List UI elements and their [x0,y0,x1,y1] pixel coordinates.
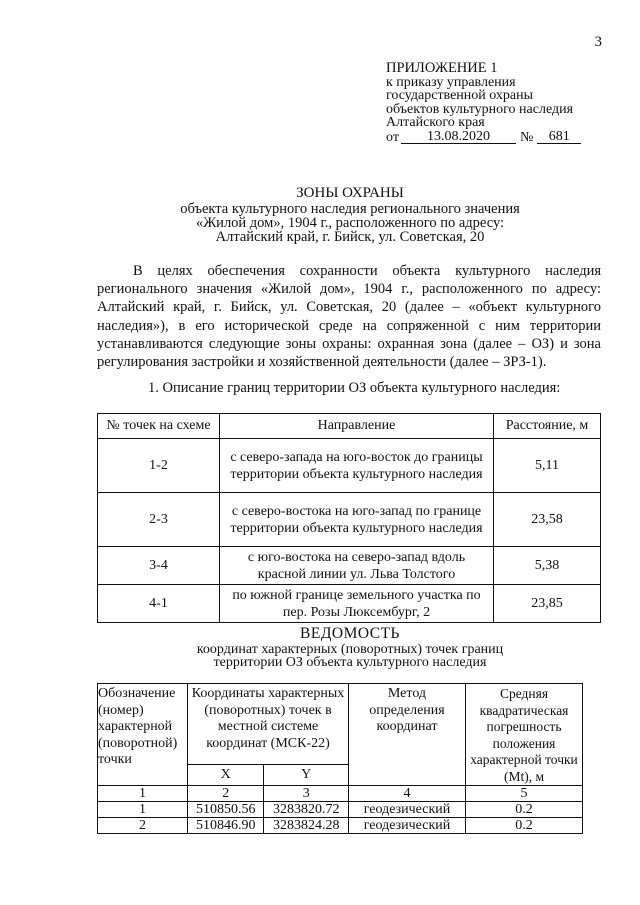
cell-error: 0.2 [466,802,583,818]
col-number: 3 [264,786,349,802]
vedomost-title: ВЕДОМОСТЬ [300,625,400,642]
page-number: 3 [594,34,602,50]
table-row [98,493,601,547]
cell-distance: 23,58 [494,493,601,547]
col-number: 2 [188,786,264,802]
boundary-table [97,413,601,623]
cell-point: 1 [98,802,188,818]
order-date-line [386,130,606,145]
cell-method: геодезический [349,802,466,818]
col-number: 1 [98,786,188,802]
vedomost-line: территории ОЗ объекта культурного наследия [213,655,487,670]
header-x: X [188,765,264,786]
cell-method: геодезический [349,818,466,834]
vedomost-heading [100,627,600,670]
table-row [98,802,583,818]
col-number: 4 [349,786,466,802]
appendix-title: ПРИЛОЖЕНИЕ 1 [386,60,498,76]
cell-distance: 23,85 [494,585,601,623]
header-y: Y [264,765,349,786]
cell-x: 510846.90 [188,818,264,834]
cell-points: 2-3 [98,493,220,547]
appendix-line: к приказу управления [386,74,516,90]
appendix-line: государственной охраны [386,88,534,103]
cell-distance: 5,11 [494,439,601,493]
cell-error: 0.2 [466,818,583,834]
cell-points: 1-2 [98,439,220,493]
appendix-line: объектов культурного наследия [386,101,574,117]
cell-distance: 5,38 [494,547,601,585]
cell-direction: с северо-востока на юго-запад по границе территории объекта культурного наследия [220,493,494,547]
table-header-row [98,414,601,439]
table-row [98,818,583,834]
column-number-row [98,786,583,802]
coordinates-table [97,683,583,834]
header-direction: Направление [220,414,494,439]
header-points: № точек на схеме [98,414,220,439]
heading-title: ЗОНЫ ОХРАНЫ [296,185,404,201]
from-label: от [386,129,399,145]
section-title: 1. Описание границ территории ОЗ объекта культурного наследия: [148,380,561,396]
number-sign: № [519,129,534,145]
appendix-line: Алтайского края [386,115,485,130]
cell-direction: с северо-запада на юго-восток до границы территории объекта культурного наследия [220,439,494,493]
table-row [98,547,601,585]
cell-points: 4-1 [98,585,220,623]
heading-line: «Жилой дом», 1904 г., расположенного по адресу: [195,215,505,231]
header-distance: Расстояние, м [494,414,601,439]
cell-point: 2 [98,818,188,834]
order-number: 681 [537,130,581,145]
table-row [98,439,601,493]
cell-y: 3283820.72 [264,802,349,818]
header-designation: Обозначение (номер) характерной (поворотной) точки [98,684,188,786]
header-method: Метод определения координат [349,684,466,786]
cell-points: 3-4 [98,547,220,585]
appendix-block [386,62,606,144]
cell-direction: с юго-востока на северо-запад вдоль красной линии ул. Льва Толстого [220,547,494,585]
order-date: 13.08.2020 [401,130,516,145]
table-row [98,585,601,623]
intro-paragraph: В целях обеспечения сохранности объекта культурного наследия регионального значения «Жилой дом», 1904 г., расположенного по адресу: Алтайский край, г. Бийск, ул. Советская, 20 (далее – «объект культурного наследия»), в его исторической среде на сопряженной с ним территории устанавливаются следующие зоны охраны: охранная зона (далее – ОЗ) и зона регулирования застройки и хозяйственной деятельности (далее – ЗРЗ-1). [97,263,601,371]
vedomost-line: координат характерных (поворотных) точек границ [196,641,504,657]
table-header-row [98,684,583,765]
col-number: 5 [466,786,583,802]
cell-y: 3283824.28 [264,818,349,834]
heading-line: объекта культурного наследия регионального значения [180,201,520,217]
header-error: Средняя квадратическая погрешность положения характерной точки (Mt), м [466,684,583,786]
header-coordinates: Координаты характерных (поворотных) точек в местной системе координат (МСК-22) [188,684,349,765]
cell-x: 510850.56 [188,802,264,818]
cell-direction: по южной границе земельного участка по пер. Розы Люксембург, 2 [220,585,494,623]
document-heading [100,186,600,244]
heading-line: Алтайский край, г. Бийск, ул. Советская, 20 [215,229,485,245]
